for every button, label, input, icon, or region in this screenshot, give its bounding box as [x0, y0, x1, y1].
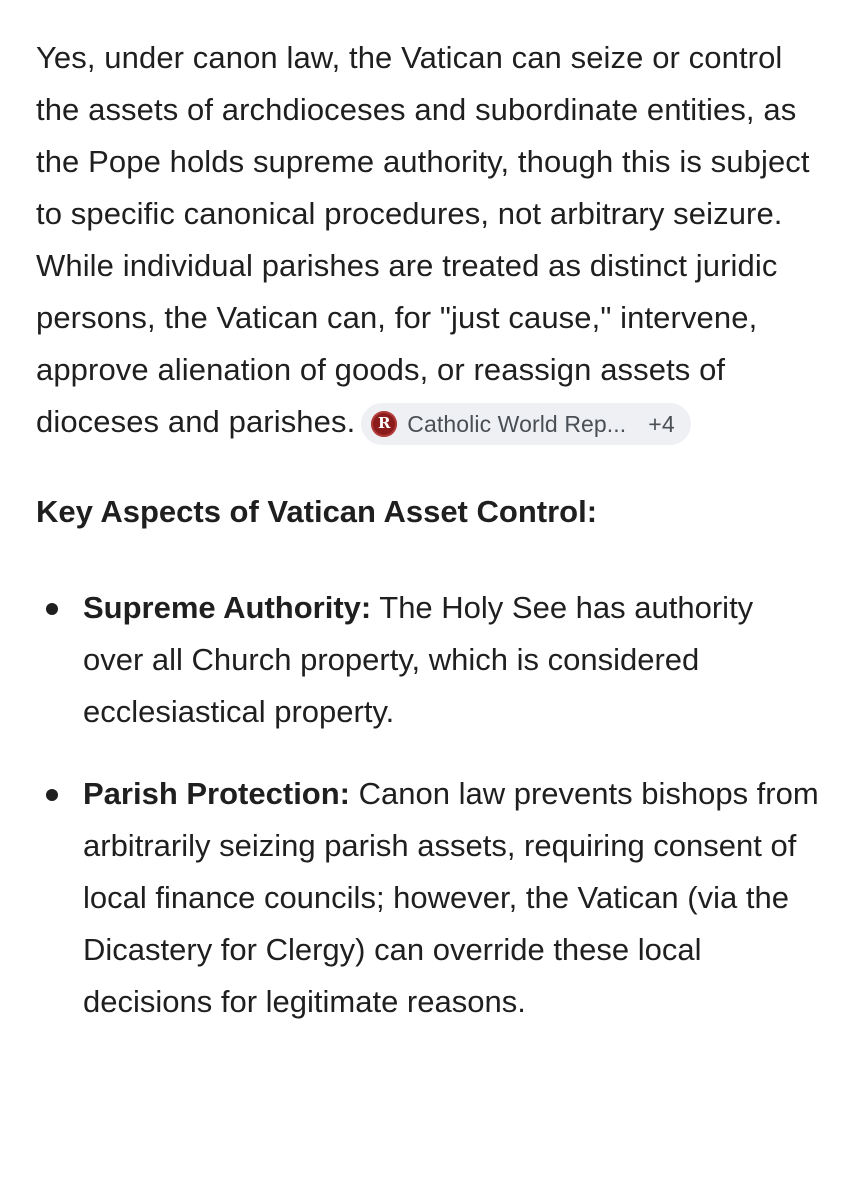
intro-paragraph [36, 32, 820, 448]
bullet-text: The Holy See has authority over all Church property, which is considered ecclesiastical property. [83, 590, 754, 729]
citation-more-count: +4 [648, 410, 675, 437]
bullet-title: Supreme Authority: [83, 590, 372, 625]
bullet-icon [46, 603, 58, 615]
citation-chip[interactable] [361, 403, 690, 445]
bullet-text: Canon law prevents bishops from arbitrarily seizing parish assets, requiring consent of local finance councils; however, the Vatican (via the Dicastery for Clergy) can override these local decisions for legitimate reasons. [83, 776, 819, 1019]
bullet-title: Parish Protection: [83, 776, 350, 811]
bullet-icon [46, 789, 58, 801]
citation-source-label: Catholic World Rep... [407, 410, 627, 437]
catholic-world-report-logo-icon: R [371, 411, 397, 437]
list-item [36, 768, 820, 1028]
list-item [36, 582, 820, 738]
intro-text: Yes, under canon law, the Vatican can seize or control the assets of archdioceses and subordinate entities, as the Pope holds supreme authority, though this is subject to specific canonical procedures, not arbitrary seizure. While individual parishes are treated as distinct juridic persons, the Vatican can, for "just cause," intervene, approve alienation of goods, or reassign assets of dioceses and parishes. [36, 40, 810, 439]
section-heading: Key Aspects of Vatican Asset Control: [36, 494, 598, 529]
key-aspects-list [36, 582, 820, 1028]
